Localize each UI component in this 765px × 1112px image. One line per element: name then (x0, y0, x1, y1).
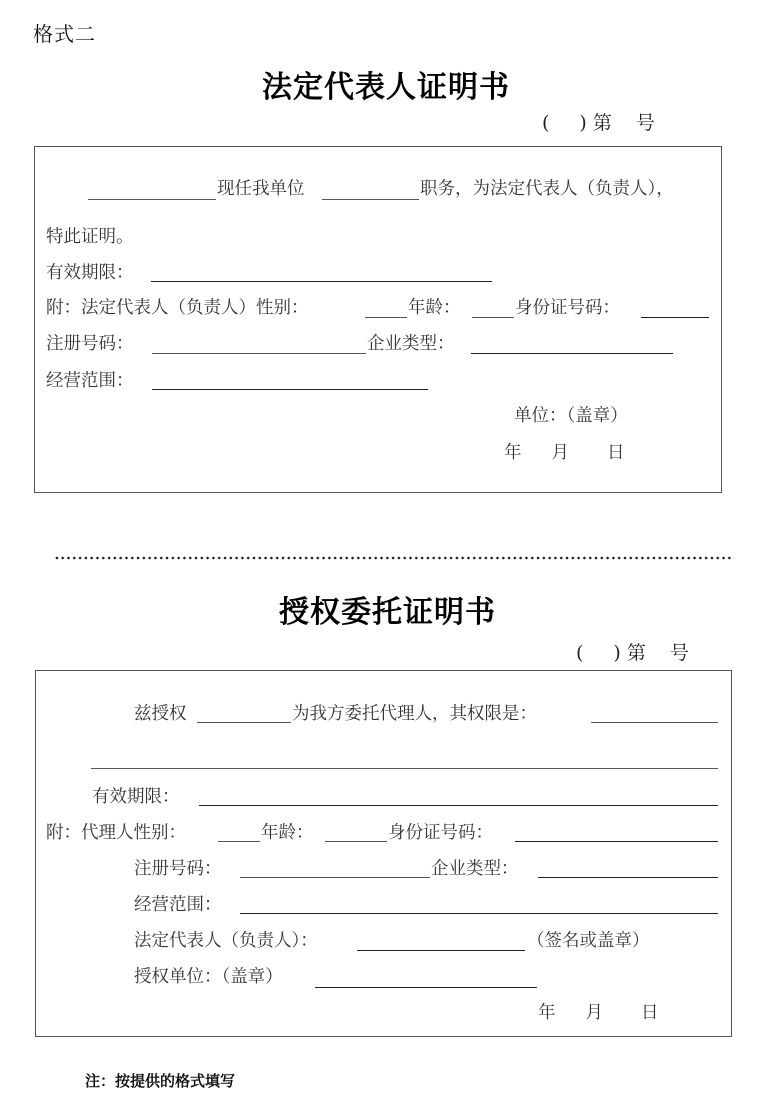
footer-note: 注：按提供的格式填写 (85, 1072, 236, 1090)
month-label: 月 (585, 1003, 603, 1023)
scope-blank[interactable] (152, 389, 428, 390)
certificate-number-line (576, 638, 689, 665)
age-blank[interactable] (472, 317, 514, 318)
validity-blank[interactable] (151, 281, 492, 282)
line1-text2: 职务，为法定代表人（负责人）， (420, 179, 674, 199)
validity-label: 有效期限： (46, 263, 134, 283)
paren-open: ( (576, 642, 584, 664)
paren-open: ( (542, 112, 550, 134)
format-label: 格式二 (33, 22, 96, 46)
scope-label: 经营范围： (46, 371, 134, 391)
id-blank[interactable] (641, 317, 709, 318)
age-label: 年龄： (408, 298, 461, 318)
gender-blank[interactable] (365, 317, 407, 318)
agent-blank[interactable] (197, 722, 291, 723)
reg-label: 注册号码： (46, 334, 134, 354)
date-line (504, 442, 625, 464)
date-line (538, 1002, 659, 1024)
line1-text1: 兹授权 (134, 704, 187, 724)
authority-blank-1[interactable] (591, 722, 718, 723)
legal-rep-certificate-title: 法定代表人证明书 (262, 70, 510, 105)
auth-unit-blank[interactable] (315, 987, 537, 988)
legal-rep-blank[interactable] (357, 950, 525, 951)
scope-label: 经营范围： (134, 895, 222, 915)
type-blank[interactable] (538, 877, 718, 878)
auth-unit-label: 授权单位：（盖章） (134, 967, 283, 987)
day-label: 日 (607, 443, 625, 463)
id-blank[interactable] (515, 841, 718, 842)
signature-suffix: （签名或盖章） (527, 931, 650, 951)
validity-label: 有效期限： (92, 787, 180, 807)
age-blank[interactable] (325, 841, 387, 842)
id-label: 身份证号码： (515, 298, 620, 318)
year-label: 年 (504, 443, 522, 463)
validity-blank[interactable] (199, 805, 718, 806)
type-label: 企业类型： (431, 859, 519, 879)
authorization-certificate-title: 授权委托证明书 (279, 595, 496, 630)
paren-close: ) (613, 642, 621, 664)
type-blank[interactable] (471, 353, 673, 354)
line1-text2: 为我方委托代理人，其权限是： (292, 704, 537, 724)
authority-blank-2[interactable] (91, 768, 718, 769)
scope-blank[interactable] (240, 913, 718, 914)
reg-blank[interactable] (240, 877, 430, 878)
certify-text: 特此证明。 (46, 227, 134, 247)
seal-label: 单位：（盖章） (514, 406, 628, 426)
dotted-divider (54, 556, 734, 560)
attach-prefix: 附：代理人性别： (46, 823, 186, 843)
type-label: 企业类型： (367, 334, 455, 354)
legal-rep-label: 法定代表人（负责人）： (134, 931, 318, 951)
hao-label: 号 (669, 642, 689, 664)
gender-blank[interactable] (218, 841, 260, 842)
reg-label: 注册号码： (134, 859, 222, 879)
name-blank[interactable] (88, 199, 216, 200)
position-blank[interactable] (322, 199, 419, 200)
certificate-number-line (542, 108, 655, 135)
line1-text1: 现任我单位 (217, 179, 305, 199)
hao-label: 号 (635, 112, 655, 134)
reg-blank[interactable] (152, 353, 366, 354)
paren-close: ) (579, 112, 587, 134)
day-label: 日 (641, 1003, 659, 1023)
di-label: 第 (592, 112, 612, 134)
age-label: 年龄： (261, 823, 314, 843)
di-label: 第 (626, 642, 646, 664)
attach-prefix: 附：法定代表人（负责人）性别： (46, 298, 309, 318)
month-label: 月 (551, 443, 569, 463)
year-label: 年 (538, 1003, 556, 1023)
id-label: 身份证号码： (388, 823, 493, 843)
